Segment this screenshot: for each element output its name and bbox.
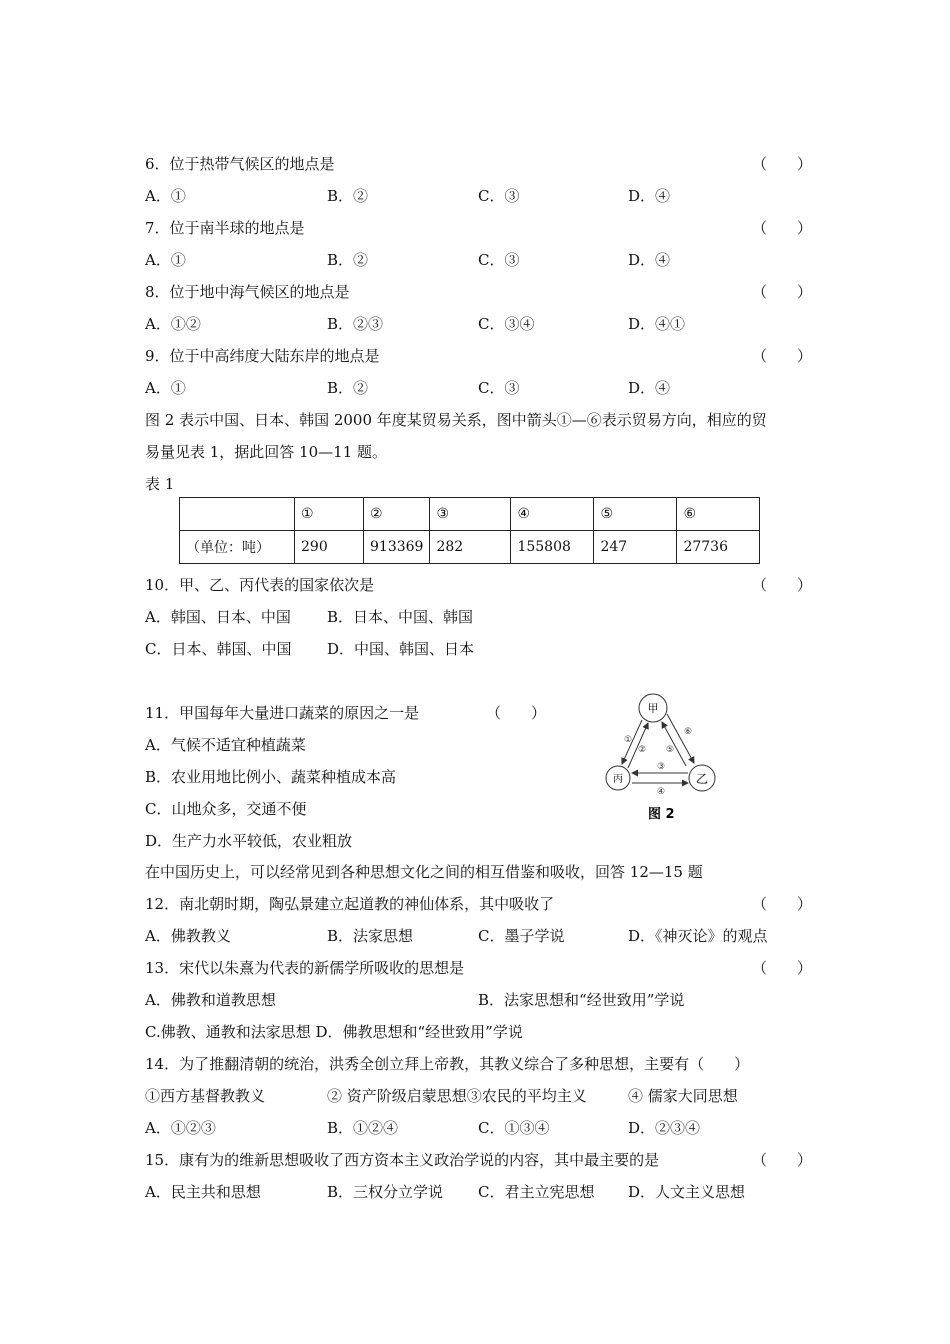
table-header-cell: ②	[364, 498, 430, 531]
intro-fig2-line2: 易量见表 1，据此回答 10—11 题。	[145, 443, 388, 461]
q9-option-c[interactable]: C．③	[478, 379, 520, 397]
arrow-1-label: ①	[624, 735, 633, 745]
table-cell: 155808	[511, 531, 594, 564]
q13-option-a[interactable]: A．佛教和道教思想	[145, 991, 276, 1009]
q11-option-d[interactable]: D．生产力水平较低，农业粗放	[145, 832, 353, 850]
q8-stem: 8．位于地中海气候区的地点是	[145, 283, 350, 301]
q6-stem: 6．位于热带气候区的地点是	[145, 155, 335, 173]
q13-option-cd[interactable]: C.佛教、通教和法家思想 D．佛教思想和“经世致用”学说	[145, 1023, 523, 1041]
table-cell: 27736	[677, 531, 760, 564]
q6-option-c[interactable]: C．③	[478, 187, 520, 205]
q15-stem: 15．康有为的维新思想吸收了西方资本主义政治学说的内容，其中最主要的是	[145, 1151, 660, 1169]
table-header-cell: ⑥	[677, 498, 760, 531]
node-jia-label: 甲	[647, 702, 659, 715]
q14-option-b[interactable]: B．①②④	[327, 1119, 399, 1137]
q13-option-b[interactable]: B．法家思想和“经世致用”学说	[478, 991, 685, 1009]
table-cell: 282	[430, 531, 511, 564]
q7-option-c[interactable]: C．③	[478, 251, 520, 269]
intro-fig2-line1: 图 2 表示中国、日本、韩国 2000 年度某贸易关系，图中箭头①—⑥表示贸易方向，相应的贸	[145, 411, 767, 429]
q7-answer-blank[interactable]: （ ）	[752, 219, 813, 237]
q7-option-a[interactable]: A．①	[145, 251, 186, 269]
arrow-3-label: ③	[657, 762, 666, 772]
q15-option-b[interactable]: B．三权分立学说	[327, 1183, 444, 1201]
q11-answer-blank[interactable]: （ ）	[486, 704, 547, 722]
q10-option-c[interactable]: C．日本、韩国、中国	[145, 640, 292, 658]
q6-answer-blank[interactable]: （ ）	[752, 155, 813, 173]
q15-option-c[interactable]: C．君主立宪思想	[478, 1183, 595, 1201]
q13-stem: 13．宋代以朱熹为代表的新儒学所吸收的思想是	[145, 959, 465, 977]
q12-answer-blank[interactable]: （ ）	[752, 895, 813, 913]
q14-option-d[interactable]: D．②③④	[628, 1119, 701, 1137]
arrow-4-label: ④	[657, 787, 666, 797]
q8-option-c[interactable]: C．③④	[478, 315, 535, 333]
table-header-cell: ⑤	[594, 498, 677, 531]
q15-option-d[interactable]: D．人文主义思想	[628, 1183, 746, 1201]
arrow-2-label: ②	[638, 745, 647, 755]
table-header-cell: ③	[430, 498, 511, 531]
q10-answer-blank[interactable]: （ ）	[752, 576, 813, 594]
q14-item-1: ①西方基督教教义	[145, 1087, 266, 1105]
q15-option-a[interactable]: A．民主共和思想	[145, 1183, 261, 1201]
intro-history: 在中国历史上，可以经常见到各种思想文化之间的相互借鉴和吸收，回答 12—15 题	[145, 863, 703, 881]
q10-option-b[interactable]: B．日本、中国、韩国	[327, 608, 474, 626]
q8-option-a[interactable]: A．①②	[145, 315, 201, 333]
q12-option-c[interactable]: C．墨子学说	[478, 927, 565, 945]
q15-answer-blank[interactable]: （ ）	[752, 1151, 813, 1169]
table-row	[180, 498, 760, 531]
q8-answer-blank[interactable]: （ ）	[752, 283, 813, 301]
q8-option-b[interactable]: B．②③	[327, 315, 384, 333]
table-cell: 913369	[364, 531, 430, 564]
figure2-trade-diagram	[600, 690, 740, 830]
q10-stem: 10．甲、乙、丙代表的国家依次是	[145, 576, 375, 594]
table-header-cell: ④	[511, 498, 594, 531]
q14-option-c[interactable]: C．①③④	[478, 1119, 550, 1137]
q11-option-a[interactable]: A．气候不适宜种植蔬菜	[145, 736, 306, 754]
table-cell: 247	[594, 531, 677, 564]
q11-stem: 11．甲国每年大量进口蔬菜的原因之一是	[145, 704, 420, 722]
q9-answer-blank[interactable]: （ ）	[752, 347, 813, 365]
arrow-5	[662, 722, 686, 766]
q8-option-d[interactable]: D．④①	[628, 315, 686, 333]
q14-item-4: ④ 儒家大同思想	[628, 1087, 738, 1105]
q6-option-a[interactable]: A．①	[145, 187, 186, 205]
figure2-caption: 图 2	[648, 807, 675, 822]
q9-option-b[interactable]: B．②	[327, 379, 369, 397]
table-header-cell	[180, 498, 295, 531]
q10-option-d[interactable]: D．中国、韩国、日本	[327, 640, 475, 658]
table-cell: （单位：吨）	[180, 531, 295, 564]
table-header-cell: ①	[295, 498, 364, 531]
q12-option-a[interactable]: A．佛教教义	[145, 927, 231, 945]
q9-stem: 9．位于中高纬度大陆东岸的地点是	[145, 347, 380, 365]
table1-caption: 表 1	[145, 475, 175, 493]
node-bing-label: 丙	[613, 774, 623, 785]
arrow-6-label: ⑥	[684, 727, 693, 737]
q6-option-d[interactable]: D．④	[628, 187, 671, 205]
table1	[179, 497, 760, 564]
arrow-5-label: ⑤	[666, 745, 675, 755]
q10-option-a[interactable]: A．韩国、日本、中国	[145, 608, 291, 626]
q9-option-d[interactable]: D．④	[628, 379, 671, 397]
q14-option-a[interactable]: A．①②③	[145, 1119, 216, 1137]
q11-option-c[interactable]: C．山地众多，交通不便	[145, 800, 307, 818]
q11-option-b[interactable]: B．农业用地比例小、蔬菜种植成本高	[145, 768, 397, 786]
node-yi-label: 乙	[695, 772, 709, 786]
q7-stem: 7．位于南半球的地点是	[145, 219, 305, 237]
q9-option-a[interactable]: A．①	[145, 379, 186, 397]
q13-answer-blank[interactable]: （ ）	[752, 959, 813, 977]
q6-option-b[interactable]: B．②	[327, 187, 369, 205]
q12-option-d[interactable]: D．《神灭论》的观点	[628, 927, 768, 945]
q7-option-b[interactable]: B．②	[327, 251, 369, 269]
q7-option-d[interactable]: D．④	[628, 251, 671, 269]
q12-option-b[interactable]: B．法家思想	[327, 927, 414, 945]
q14-stem: 14．为了推翻清朝的统治，洪秀全创立拜上帝教，其教义综合了多种思想，主要有（ ）	[145, 1055, 750, 1073]
q14-item-2-3: ② 资产阶级启蒙思想③农民的平均主义	[327, 1087, 587, 1105]
table-cell: 290	[295, 531, 364, 564]
q12-stem: 12．南北朝时期，陶弘景建立起道教的神仙体系，其中吸收了	[145, 895, 555, 913]
table-row	[180, 531, 760, 564]
